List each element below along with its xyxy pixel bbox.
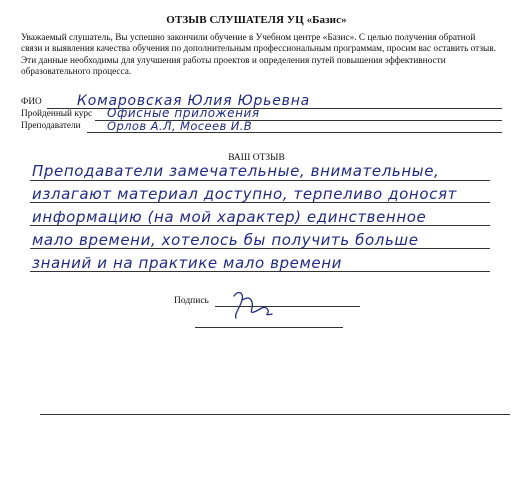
form-title: ОТЗЫВ СЛУШАТЕЛЯ УЦ «Базис»	[166, 14, 347, 26]
signature-label: Подпись	[174, 296, 209, 306]
handwritten-signature	[228, 288, 280, 322]
teachers-label: Преподаватели	[21, 121, 81, 131]
review-text-line-5: знаний и на практике мало времени	[32, 254, 342, 272]
fio-value: Комаровская Юлия Юрьевна	[77, 93, 311, 109]
review-line-1	[30, 180, 490, 181]
course-value: Офисные приложения	[107, 106, 260, 120]
teachers-value: Орлов А.Л, Мосеев И.В	[107, 119, 253, 133]
fio-label: ФИО	[21, 97, 42, 107]
review-text-line-3: информацию (на мой характер) единственное	[32, 208, 427, 226]
review-heading: ВАШ ОТЗЫВ	[228, 153, 285, 163]
review-text-line-2: излагают материал доступно, терпеливо доносят	[32, 185, 457, 203]
course-label: Пройденный курс	[21, 109, 93, 119]
bottom-rule	[40, 414, 510, 415]
signature-extra-line	[195, 327, 343, 328]
review-text-line-1: Преподаватели замечательные, внимательные,	[32, 162, 440, 180]
review-text-line-4: мало времени, хотелось бы получить больше	[32, 231, 419, 249]
intro-paragraph: Уважаемый слушатель, Вы успешно закончили обучение в Учебном центре «Базис». С целью получения обратной связи и выявления качества обучения по дополнительным профессиональным программам, просим вас оставить отзыв. Эти данные необходимы для улучшения работы проектов и определения путей повышения эффективности образовательного процесса.	[21, 33, 496, 77]
